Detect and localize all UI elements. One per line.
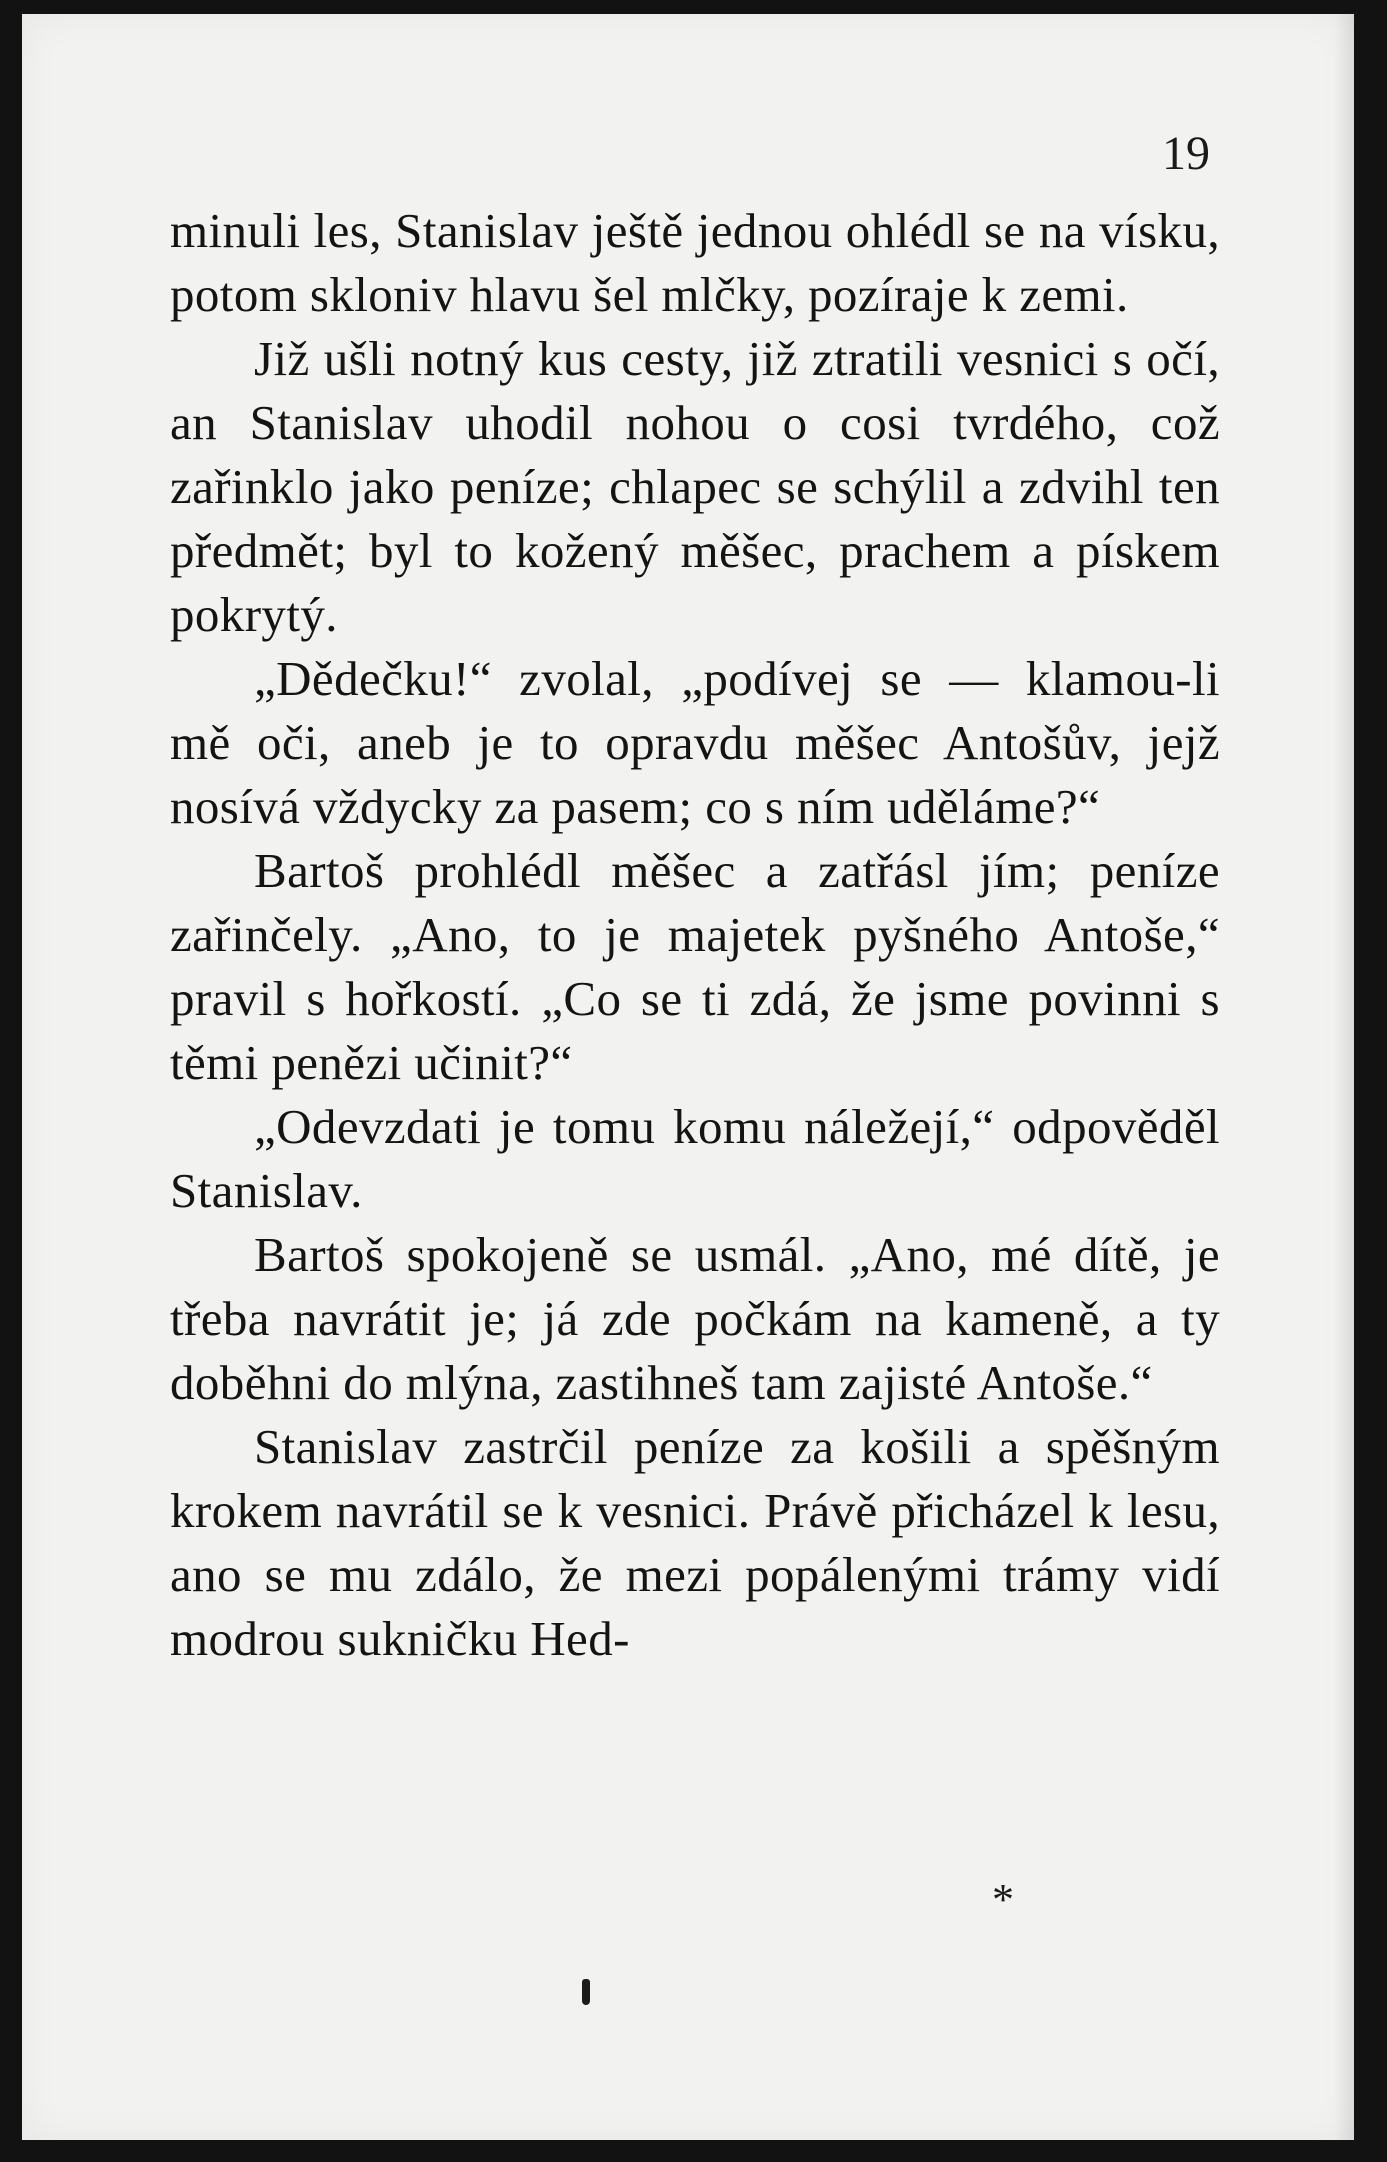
paragraph-7: Stanislav zastrčil peníze za košili a spěšným krokem navrátil se k vesnici. Právě přicházel k lesu, ano se mu zdálo, že mezi popálenými trámy vidí modrou sukničku Hed- bbox=[170, 1419, 1220, 1666]
paragraph-4: Bartoš prohlédl měšec a zatřásl jím; peníze zařinčely. „Ano, to je majetek pyšného Antoše,“ pravil s hořkostí. „Co se ti zdá, že jsme povinni s těmi penězi učinit?“ bbox=[170, 843, 1220, 1090]
paragraph-5: „Odevzdati je tomu komu náležejí,“ odpověděl Stanislav. bbox=[170, 1099, 1220, 1218]
paragraph-6: Bartoš spokojeně se usmál. „Ano, mé dítě, je třeba navrátit je; já zde počkám na kameně, a ty doběhni do mlýna, zastihneš tam zajisté Antoše.“ bbox=[170, 1227, 1220, 1410]
page-number: 19 bbox=[1162, 127, 1210, 180]
signature-mark: * bbox=[992, 1875, 1014, 1924]
paragraph-1: minuli les, Stanislav ještě jednou ohlédl se na vísku, potom skloniv hlavu šel mlčky, pozíraje k zemi. bbox=[170, 203, 1220, 322]
ink-blot bbox=[582, 1979, 590, 2005]
paragraph-2: Již ušli notný kus cesty, již ztratili vesnici s očí, an Stanislav uhodil nohou o cosi tvrdého, což zařinklo jako peníze; chlapec se schýlil a zdvihl ten předmět; byl to kožený měšec, prachem a pískem pokrytý. bbox=[170, 331, 1220, 642]
body-text bbox=[170, 199, 1220, 1671]
book-page bbox=[22, 14, 1354, 2140]
page-edge-shadow bbox=[1334, 14, 1354, 2140]
paragraph-3: „Dědečku!“ zvolal, „podívej se — klamou-li mě oči, aneb je to opravdu měšec Antošův, jejž nosívá vždycky za pasem; co s ním uděláme?“ bbox=[170, 651, 1220, 834]
